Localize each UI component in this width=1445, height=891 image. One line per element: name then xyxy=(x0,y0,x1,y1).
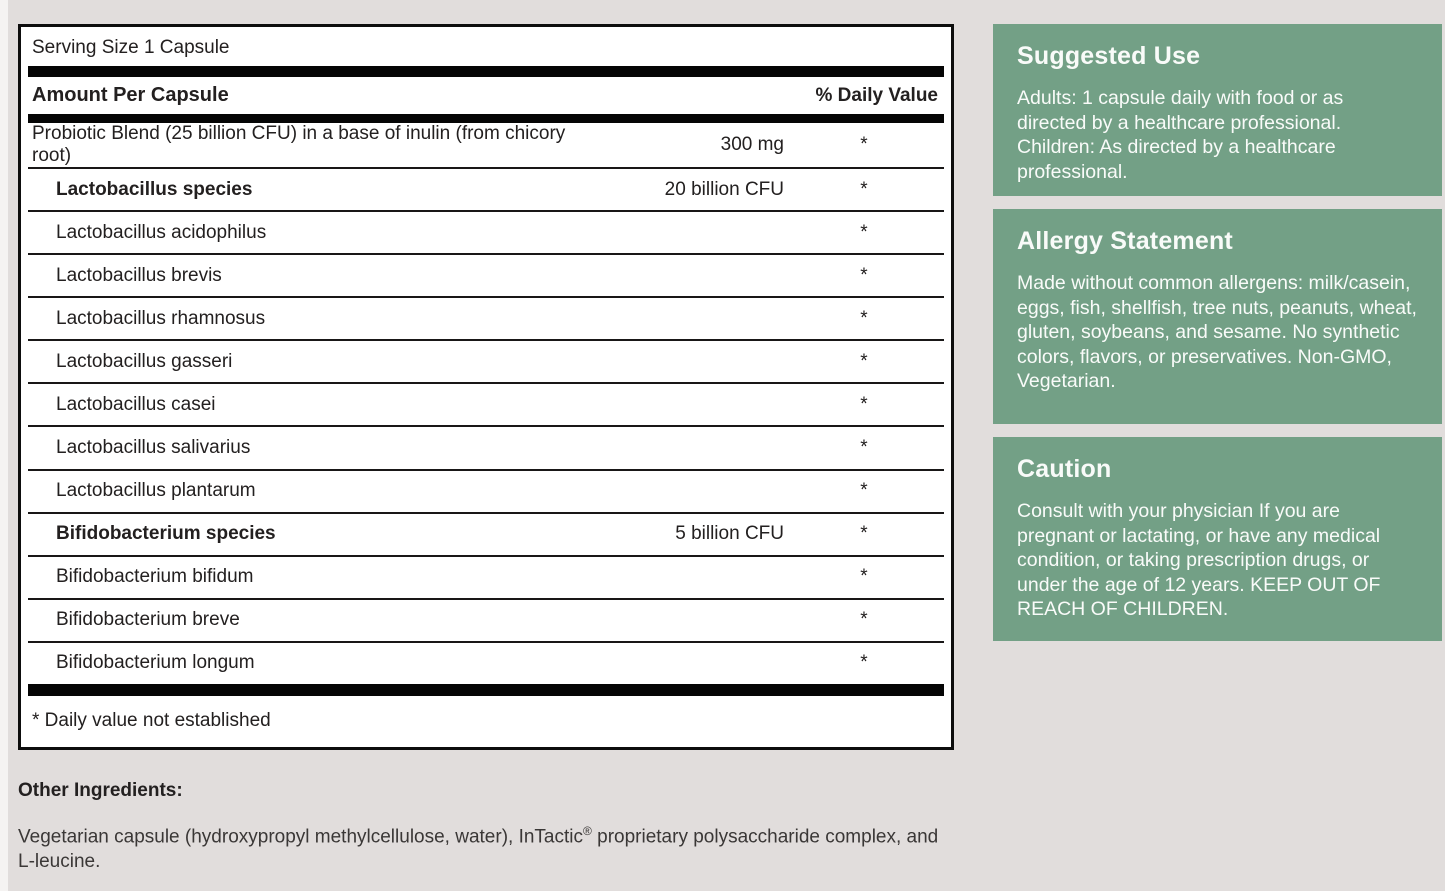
ingredient-name: Lactobacillus acidophilus xyxy=(56,221,267,243)
ingredient-daily-value: * xyxy=(860,566,868,588)
row-lactobacillus-gasseri xyxy=(28,341,944,384)
ingredient-name: Bifidobacterium breve xyxy=(56,609,240,631)
caution-title: Caution xyxy=(1017,455,1112,483)
ingredient-daily-value: * xyxy=(860,609,868,631)
ingredient-name: Lactobacillus species xyxy=(56,178,253,200)
ingredient-daily-value: * xyxy=(860,307,868,329)
supplement-facts-panel xyxy=(18,24,954,750)
row-lactobacillus-acidophilus xyxy=(28,212,944,255)
ingredient-name: Bifidobacterium longum xyxy=(56,652,255,674)
ingredient-daily-value: * xyxy=(860,437,868,458)
other-ingredients-section xyxy=(18,780,958,874)
row-bifidobacterium-longum xyxy=(28,643,944,684)
thick-divider-bar-header xyxy=(28,114,944,123)
amount-per-capsule-header: Amount Per Capsule xyxy=(32,84,229,106)
ingredient-name: Bifidobacterium species xyxy=(56,523,276,545)
ingredient-daily-value: * xyxy=(860,221,868,243)
ingredient-daily-value: * xyxy=(860,480,868,502)
other-ingredients-heading: Other Ingredients: xyxy=(18,780,183,801)
row-lactobacillus-brevis xyxy=(28,255,944,298)
row-lactobacillus-species xyxy=(28,169,944,212)
serving-size-text: Serving Size 1 Capsule xyxy=(32,36,230,58)
allergy-statement-title: Allergy Statement xyxy=(1017,227,1233,255)
other-ingredients-text xyxy=(18,819,958,874)
ingredient-name: Lactobacillus rhamnosus xyxy=(56,307,266,329)
ingredient-amount: 5 billion CFU xyxy=(675,523,784,545)
ingredient-daily-value: * xyxy=(860,350,868,372)
thick-divider-bar-top xyxy=(28,66,944,77)
ingredient-name: Bifidobacterium bifidum xyxy=(56,566,254,588)
ingredient-name: Lactobacillus salivarius xyxy=(56,437,251,458)
ingredient-name: Probiotic Blend (25 billion CFU) in a base of inulin (from chicory root) xyxy=(32,123,566,166)
suggested-use-title: Suggested Use xyxy=(1017,42,1201,70)
ingredient-amount: 20 billion CFU xyxy=(664,178,784,200)
page-edge-strip xyxy=(0,0,8,891)
row-bifidobacterium-species xyxy=(28,514,944,557)
ingredient-daily-value: * xyxy=(860,393,868,415)
ingredient-name: Lactobacillus plantarum xyxy=(56,480,256,502)
ingredient-daily-value: * xyxy=(860,178,868,200)
row-probiotic-blend xyxy=(28,123,944,169)
serving-size-row xyxy=(28,29,944,66)
ingredient-daily-value: * xyxy=(860,264,868,286)
row-lactobacillus-casei xyxy=(28,384,944,427)
footnote-text: * Daily value not established xyxy=(32,709,271,731)
ingredient-daily-value: * xyxy=(860,134,868,155)
daily-value-footnote xyxy=(28,696,944,745)
allergy-statement-body: Made without common allergens: milk/casein, eggs, fish, shellfish, tree nuts, peanuts, wheat, gluten, soybeans, and sesame. No synthetic colors, flavors, or preservatives. Non-GMO, Vegetarian. xyxy=(1017,272,1417,392)
other-ingredients-text-part2: proprietary polysaccharide complex, and L-leucine. xyxy=(18,826,939,873)
ingredient-daily-value: * xyxy=(860,523,868,545)
suggested-use-box xyxy=(993,24,1442,196)
row-lactobacillus-plantarum xyxy=(28,471,944,514)
row-bifidobacterium-bifidum xyxy=(28,557,944,600)
row-lactobacillus-salivarius xyxy=(28,427,944,470)
other-ingredients-text-part1: Vegetarian capsule (hydroxypropyl methylcellulose, water), InTactic xyxy=(18,826,583,848)
column-header-row xyxy=(28,77,944,114)
registered-trademark-symbol: ® xyxy=(583,824,592,838)
row-bifidobacterium-breve xyxy=(28,600,944,643)
ingredient-name: Lactobacillus gasseri xyxy=(56,350,233,372)
caution-body: Consult with your physician If you are pregnant or lactating, or have any medical condition, or taking prescription drugs, or under the age of 12 years. KEEP OUT OF REACH OF CHILDREN. xyxy=(1017,500,1381,620)
ingredient-daily-value: * xyxy=(860,652,868,674)
suggested-use-body: Adults: 1 capsule daily with food or as directed by a healthcare professional. Children: As directed by a healthcare professional. xyxy=(1017,87,1344,183)
thick-divider-bar-bottom xyxy=(28,684,944,696)
ingredient-name: Lactobacillus casei xyxy=(56,393,216,415)
row-lactobacillus-rhamnosus xyxy=(28,298,944,341)
ingredient-amount: 300 mg xyxy=(720,134,784,155)
ingredient-rows xyxy=(28,123,944,684)
allergy-statement-box xyxy=(993,209,1442,424)
daily-value-header: % Daily Value xyxy=(815,84,938,106)
ingredient-name: Lactobacillus brevis xyxy=(56,264,222,286)
caution-box xyxy=(993,437,1442,641)
